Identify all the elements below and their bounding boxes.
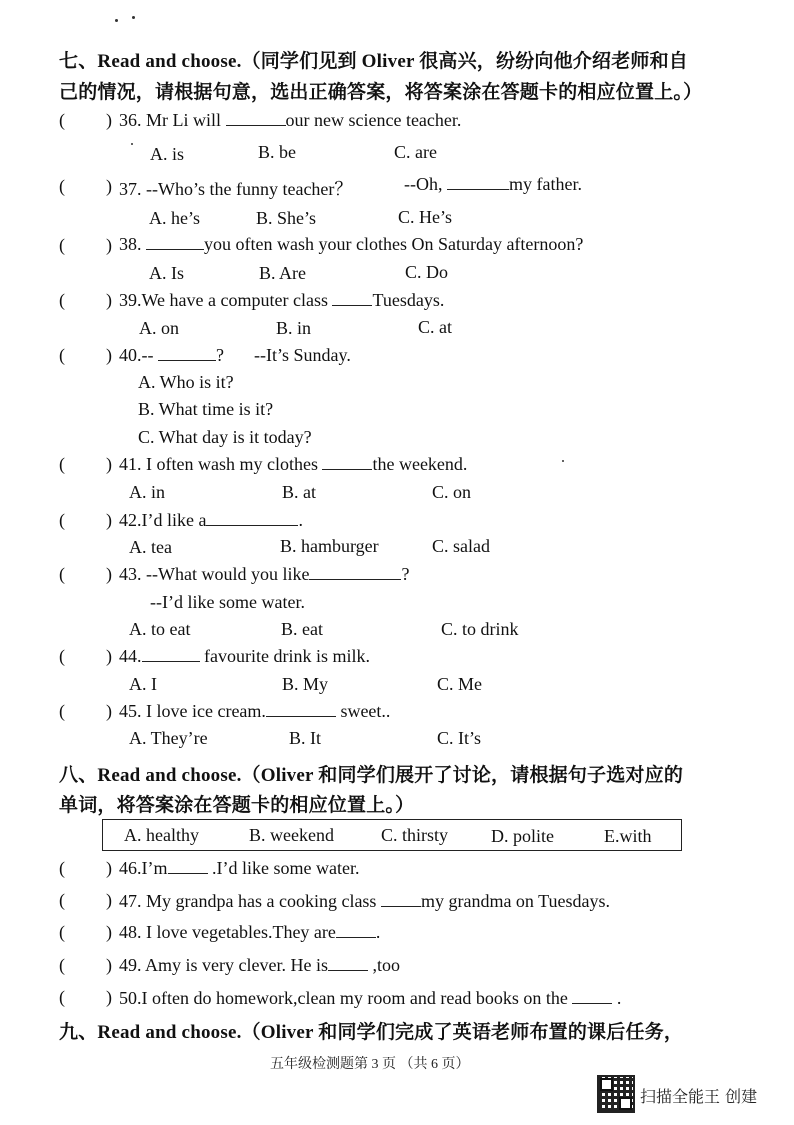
option-a: A. I [129,674,157,694]
answer-blank [336,923,376,938]
section7-heading-line1: 七、Read and choose.（同学们见到 Oliver 很高兴，纷纷向他介绍老师和自 [59,51,688,72]
option-a: A. Is [149,263,184,283]
answer-paren-close: ) [106,987,112,1007]
question-45-text-b: sweet.. [335,701,391,721]
question-44-text-b: favourite drink is milk. [199,646,370,666]
question-41-text-a: 41. I often wash my clothes [119,454,323,474]
answer-paren-close: ) [106,235,112,255]
question-47-text-b: my grandma on Tuesdays. [420,891,610,911]
question-43 [119,564,409,585]
word-choice-c: C. thirsty [381,825,449,845]
question-36-text-a: 36. Mr Li will [119,110,226,130]
section9-heading-line1: 九、Read and choose.（Oliver 和同学们完成了英语老师布置的课后任务， [59,1022,684,1043]
question-49 [119,955,400,976]
answer-paren-close: ) [106,890,112,910]
answer-paren-close: ) [106,922,112,942]
option-a: A. to eat [129,619,191,639]
question-40-text-a: 40.-- [119,345,158,365]
answer-paren-open: ( [59,290,65,310]
answer-paren-open: ( [59,890,65,910]
question-44-text-a: 44. [119,646,142,666]
question-36-text-b: our new science teacher. [285,110,462,130]
option-c: C. He’s [398,207,452,227]
section7-heading-line2: 己的情况，请根据句意，选出正确答案，将答案涂在答题卡的相应位置上。） [59,82,703,103]
answer-paren-close: ) [106,564,112,584]
answer-paren-close: ) [106,454,112,474]
answer-blank [381,892,421,907]
question-40-text-b: ? [216,345,224,365]
answer-blank [158,346,216,361]
question-45-text-a: 45. I love ice cream. [119,701,266,721]
question-38 [119,234,583,255]
scanner-watermark: 扫描全能王 创建 [640,1087,758,1106]
word-choice-e: E.with [604,826,652,846]
question-37 [119,175,352,201]
question-37-text-a: 37. --Who’s the funny teacher？ [119,179,353,199]
question-46 [119,858,359,879]
question-39 [119,290,444,311]
option-b: B. It [289,728,322,748]
option-c: C. It’s [437,728,482,748]
scan-speck [132,16,135,19]
answer-paren-open: ( [59,564,65,584]
qr-code-icon [597,1075,635,1113]
option-b: B. be [258,142,296,162]
question-50-text-a: 50.I often do homework,clean my room and read books on the [119,988,573,1008]
answer-paren-open: ( [59,858,65,878]
question-40-answer: --It’s Sunday. [254,345,351,365]
option-b: B. She’s [256,208,317,228]
answer-paren-close: ) [106,646,112,666]
word-choice-d: D. polite [491,826,554,846]
answer-paren-open: ( [59,454,65,474]
question-46-text-a: 46.I’m [119,858,168,878]
option-a: A. is [150,144,185,164]
question-37-text-b: --Oh, [404,174,447,194]
answer-blank [328,956,368,971]
question-42 [119,510,303,531]
question-41 [119,454,467,475]
answer-paren-open: ( [59,176,65,196]
word-choice-a: A. healthy [124,825,199,845]
answer-paren-open: ( [59,510,65,530]
answer-blank [146,235,204,250]
answer-paren-close: ) [106,701,112,721]
question-43-text-a: 43. --What would you like [119,564,310,584]
option-b: B. in [276,318,312,338]
question-44 [119,646,370,667]
section8-heading-line2: 单词，将答案涂在答题卡的相应位置上。） [59,795,415,816]
answer-blank [168,859,208,874]
answer-paren-open: ( [59,345,65,365]
scan-speck [131,143,133,145]
option-b: B. hamburger [280,536,379,556]
question-37-answer [404,174,582,195]
question-50-text-b: . [612,988,622,1008]
question-48-text-a: 48. I love vegetables.They are [119,922,336,942]
option-c: C. to drink [441,619,519,639]
question-47-text-a: 47. My grandpa has a cooking class [119,891,381,911]
answer-paren-open: ( [59,646,65,666]
option-c: C. are [394,142,437,162]
option-a: A. on [139,318,179,338]
option-c: C. at [418,317,452,337]
answer-paren-open: ( [59,922,65,942]
question-37-text-c: my father. [509,174,582,194]
option-a: A. They’re [129,728,208,748]
answer-paren-close: ) [106,858,112,878]
question-47 [119,891,610,912]
option-a: A. tea [129,537,172,557]
option-b: B. eat [281,619,323,639]
option-c: C. salad [432,536,490,556]
page-footer: 五年级检测题第 3 页 （共 6 页） [270,1057,470,1072]
answer-paren-close: ) [106,176,112,196]
answer-paren-open: ( [59,987,65,1007]
answer-blank [322,455,372,470]
question-38-text-a: 38. [119,234,146,254]
option-b: B. Are [259,263,306,283]
answer-blank [447,175,509,190]
option-b: B. What time is it? [138,399,274,419]
answer-paren-close: ) [106,110,112,130]
answer-blank [266,702,336,717]
question-46-text-b: .I’d like some water. [207,858,360,878]
question-48-text-b: . [375,922,381,942]
option-c: C. Do [405,262,449,282]
answer-paren-close: ) [106,290,112,310]
answer-paren-close: ) [106,955,112,975]
option-b: B. My [282,674,329,694]
answer-blank [309,565,401,580]
scan-speck [115,19,118,22]
answer-blank [142,647,200,662]
option-a: A. in [129,482,165,502]
question-36 [119,110,461,131]
section8-heading-line1: 八、Read and choose.（Oliver 和同学们展开了讨论，请根据句子选对应的 [59,765,684,786]
option-c: C. on [432,482,472,502]
question-42-text-a: 42.I’d like a [119,510,207,530]
question-39-text-b: Tuesdays. [372,290,445,310]
question-48 [119,922,380,943]
answer-paren-close: ) [106,345,112,365]
option-c: C. What day is it today? [138,427,312,447]
option-a: A. Who is it? [138,372,234,392]
word-choice-b: B. weekend [249,825,334,845]
question-43-answer: --I’d like some water. [150,592,305,612]
answer-paren-close: ) [106,510,112,530]
question-49-text-b: ,too [367,955,400,975]
question-41-text-b: the weekend. [372,454,468,474]
answer-blank [206,511,298,526]
scan-speck [562,460,564,462]
answer-paren-open: ( [59,955,65,975]
answer-paren-open: ( [59,110,65,130]
answer-blank [226,111,286,126]
answer-blank [572,989,612,1004]
question-38-text-b: you often wash your clothes On Saturday afternoon? [204,234,584,254]
answer-paren-open: ( [59,701,65,721]
option-b: B. at [282,482,316,502]
answer-paren-open: ( [59,235,65,255]
question-39-text-a: 39.We have a computer class [119,290,333,310]
option-a: A. he’s [149,208,200,228]
question-50 [119,988,621,1009]
answer-blank [332,291,372,306]
question-42-text-b: . [298,510,303,530]
question-43-text-b: ? [401,564,410,584]
question-45 [119,701,390,722]
question-40 [119,345,224,366]
question-49-text-a: 49. Amy is very clever. He is [119,955,328,975]
option-c: C. Me [437,674,482,694]
